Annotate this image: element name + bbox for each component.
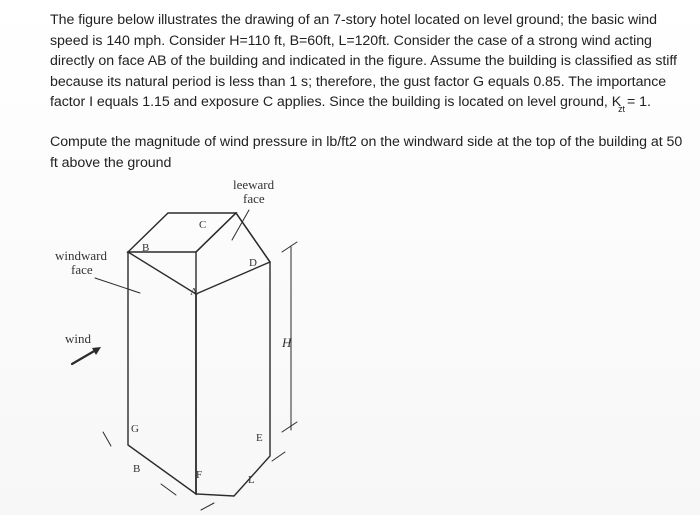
leeward-label-2: face (243, 191, 265, 206)
wind-arrow-shaft (72, 350, 96, 364)
kzt-subscript: zt (618, 104, 626, 114)
dim-l-tick-left (201, 503, 214, 510)
vertex-f-label: F (196, 469, 203, 481)
vertex-c-label: C (199, 219, 207, 231)
vertex-b-label: B (142, 242, 150, 254)
leeward-label-1: leeward (233, 177, 275, 192)
problem-line-3: directly on face AB of the building and indicated in the figure. Assume the building is classified as stiff (50, 53, 677, 69)
vertex-g-label: G (131, 423, 139, 435)
kzt-value: = 1. (627, 94, 651, 110)
dim-b-tick-left (103, 432, 111, 446)
dim-h-tick-top (282, 242, 297, 252)
edge-cd (236, 213, 270, 262)
vertex-e-label: E (256, 432, 263, 444)
question-line-1: Compute the magnitude of wind pressure in lb/ft2 on the windward side at the top of the building at 50 (50, 134, 683, 150)
problem-line-1: The figure below illustrates the drawing of an 7-story hotel located on level ground; the basic wind (50, 12, 657, 28)
dim-b-tick-right (161, 484, 176, 495)
problem-line-5-text: factor I equals 1.15 and exposure C applies. Since the building is located on level ground, K (50, 94, 622, 110)
problem-line-2: speed is 140 mph. Consider H=110 ft, B=60ft, L=120ft. Consider the case of a strong wind acting (50, 32, 652, 49)
windward-label-2: face (71, 262, 93, 277)
dim-h-label: H (282, 335, 292, 350)
wind-label: wind (65, 331, 91, 346)
windward-label-1: windward (55, 248, 107, 263)
dim-h-tick-bottom (282, 422, 297, 432)
question-line-2: ft above the ground (50, 154, 172, 171)
dim-l-label: L (248, 474, 255, 486)
building-windward-face (128, 252, 196, 494)
building-side-face (196, 213, 270, 496)
edge-ad (196, 262, 270, 294)
problem-line-4: because its natural period is less than 1 s; therefore, the gust factor G equals 0.85. The importance (50, 73, 667, 90)
windward-leader (95, 278, 140, 293)
dim-l-tick-right (272, 452, 285, 461)
vertex-a-label: A (190, 286, 198, 298)
dim-b-label: B (133, 463, 141, 475)
vertex-d-label: D (249, 257, 257, 269)
